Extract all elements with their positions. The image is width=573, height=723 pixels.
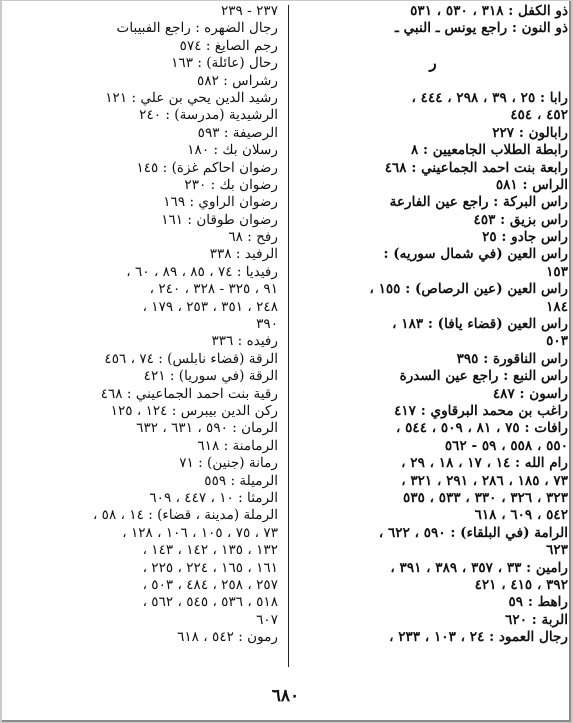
- book-page: [2, 1, 571, 722]
- index-entry: رفح : ٦٨: [228, 229, 278, 246]
- index-entry: راس النبع : راجع عين السدرة: [399, 368, 568, 385]
- index-entry: الراس : ٥٨١: [495, 176, 568, 193]
- page-number: ٦٨٠: [271, 686, 300, 706]
- index-entry: رافات : ٧٥ ، ٨١ ، ٥٠٩ ، ٥٤٤ ،: [396, 420, 568, 437]
- index-entry: ٧٣ ، ١٨٥ ، ٢٨٦ ، ٢٩١ ، ٣٢١ ،: [401, 472, 568, 489]
- index-entry: رشراس : ٥٨٢: [197, 72, 278, 89]
- column-divider: [288, 5, 289, 667]
- index-entry: رابا : ٢٥ ، ٣٩ ، ٢٩٨ ، ٤٤٤ ،: [411, 89, 568, 106]
- index-entry: راس العين (عين الرصاص) : ١٥٥ ،: [369, 281, 568, 298]
- index-entry: ٦٠٧: [256, 611, 278, 628]
- index-entry: [298, 73, 568, 90]
- index-entry: الرفيد : ٣٣٨: [209, 246, 278, 263]
- index-entry: ٣٢٣ ، ٣٢٦ ، ٣٣٠ ، ٥٣٣ ، ٥٣٥: [403, 489, 568, 506]
- index-entry: راغب بن محمد البرقاوي : ٤١٧: [394, 402, 568, 419]
- index-entry: ١٦١ ، ١٦٥ ، ٢٢٤ ، ٢٢٥ ،: [142, 559, 278, 576]
- index-entry: الرقة (قضاء نابلس) : ٧٤ ، ٤٥٦: [104, 350, 278, 367]
- index-entry: ركن الدين بيبرس : ١٢٤ ، ١٢٥: [110, 402, 278, 419]
- index-entry: راهط : ٥٩: [508, 594, 568, 611]
- index-entry: رابعة بنت احمد الجماعيني : ٤٦٨: [384, 159, 568, 176]
- index-entry: رفيديا : ٧٤ ، ٨٥ ، ٨٩ ، ٦٠ ،: [126, 263, 278, 280]
- index-entry: راس جادو : ٢٥: [482, 229, 568, 246]
- index-entry: رفيده : ٣٣٦: [211, 333, 278, 350]
- index-entry: ٢٣٧ - ٢٣٩: [220, 3, 278, 19]
- index-entry: راسون : ٤٨٧: [492, 385, 568, 402]
- index-entry: راس العين (في شمال سوريه) :: [383, 246, 568, 263]
- index-entry: ٢٥٧ ، ٢٥٨ ، ٤٨٤ ، ٥٠٣ ،: [142, 576, 278, 593]
- index-entry: رمون : ٥٤٢ ، ٦١٨: [177, 629, 278, 646]
- index-entry: ٧٣ ، ٧٥ ، ١٠٥ ، ١٠٦ ، ١٢٨ ،: [122, 524, 278, 541]
- index-entry: ٥١٨ ، ٥٣٦ ، ٥٤٥ ، ٥٦٢ ،: [142, 594, 278, 611]
- index-entry: ٤٥٢ ، ٤٥٤: [510, 107, 568, 124]
- index-entry: ١٨٤: [546, 298, 568, 315]
- index-entry: رضوان الراوي : ١٦٩: [163, 194, 278, 211]
- index-entry: رحال (عائلة) : ١٦٣: [171, 55, 278, 72]
- index-entry: ٥٤٢ ، ٦٠٩ ، ٦١٨: [474, 507, 568, 524]
- index-entry: رابطة الطلاب الجامعيين : ٨: [410, 142, 568, 159]
- index-entry: الربة : ٦٢٠: [505, 611, 568, 628]
- index-entry: الرشيدية (مدرسة) : ٢٤٠: [139, 107, 278, 124]
- index-entry: رضوان طوقان : ١٦١: [161, 211, 278, 228]
- index-entry: ٣٩٠: [256, 316, 278, 333]
- section-letter-heading: ر: [429, 55, 437, 73]
- index-entry: رقية بنت احمد الجماعيني : ٤٦٨: [100, 385, 278, 402]
- index-entry: رابالون : ٢٢٧: [492, 124, 568, 141]
- index-entry: ٥٠٣: [546, 333, 568, 350]
- index-entry: رجال الضهره : راجع الفبيبات: [116, 20, 278, 37]
- index-entry: راس الناقورة : ٣٩٥: [456, 350, 568, 367]
- index-entry: الرصيفة : ٥٩٣: [197, 124, 278, 141]
- index-column-right: [298, 3, 568, 646]
- index-entry: ذو النون : راجع يونس ـ النبي ـ: [394, 20, 568, 37]
- index-entry: رجال العمود : ٢٤ ، ١٠٣ ، ٢٣٣ ،: [389, 629, 568, 646]
- index-entry: ٣٩٢ ، ٤١٥ ، ٤٢١: [474, 576, 568, 593]
- index-entry: الرامة (في البلقاء) : ٥٩٠ ، ٦٢٢ ،: [378, 524, 568, 541]
- index-entry: ذو الكفل : ٣١٨ ، ٥٣٠ ، ٥٣١: [410, 3, 568, 19]
- index-entry: الرمثا : ١٠ ، ٤٤٧ ، ٦٠٩: [149, 489, 278, 506]
- index-entry: رام الله : ١٤ ، ١٧ ، ١٨ ، ٢٩ ،: [401, 455, 568, 472]
- index-entry: راس البركة : راجع عين الفارعة: [389, 194, 568, 211]
- index-entry: الرملة (مدينة ، قضاء) : ١٤ ، ٥٨ ،: [92, 507, 278, 524]
- index-entry: الرميلة : ٥٥٩: [204, 472, 278, 489]
- index-entry: ٥٥٠ ، ٥٥٨ ، ٥٩ - ٥٦٢: [444, 437, 568, 454]
- index-entry: رضوان احاكم غزة) : ١٤٥: [136, 159, 278, 176]
- index-entry: الرمان : ٥٩٠ ، ٦٣١ ، ٦٣٢: [136, 420, 278, 437]
- index-entry: راس بزيق : ٤٥٣: [473, 211, 568, 228]
- index-entry: ١٥٣: [546, 263, 568, 280]
- index-entry: راس العين (قضاء يافا) : ١٨٣ ،: [392, 316, 568, 333]
- index-entry: ٦٢٣: [546, 542, 568, 559]
- index-entry: [298, 38, 568, 55]
- index-entry: رمانة (جنين) : ٧١: [179, 455, 278, 472]
- index-entry: الرمامنة : ٦١٨: [197, 437, 278, 454]
- index-entry: الرقة (في سوريا) : ٤٢١: [143, 368, 278, 385]
- index-entry: رشيد الدين يحي بن علي : ١٢١: [105, 89, 278, 106]
- index-entry: رامين : ٣٣ ، ٣٥٧ ، ٣٨٩ ، ٣٩١ ،: [390, 559, 568, 576]
- index-column-left: [8, 3, 278, 646]
- index-entry: رضوان بك : ٢٣٠: [184, 176, 278, 193]
- index-entry: رجم الصايغ : ٥٧٤: [179, 37, 278, 54]
- index-entry: ١٣٢ ، ١٣٥ ، ١٤٢ ، ١٤٣ ،: [142, 542, 278, 559]
- index-entry: ٩١ ، ٣٢٥ - ٣٢٨ ، ٢٤٠ ،: [149, 281, 278, 298]
- index-entry: ٢٤٨ ، ٣٥١ ، ٢٥٣ ، ١٧٩ ،: [142, 298, 278, 315]
- index-entry: رسلان بك : ١٨٠: [187, 142, 278, 159]
